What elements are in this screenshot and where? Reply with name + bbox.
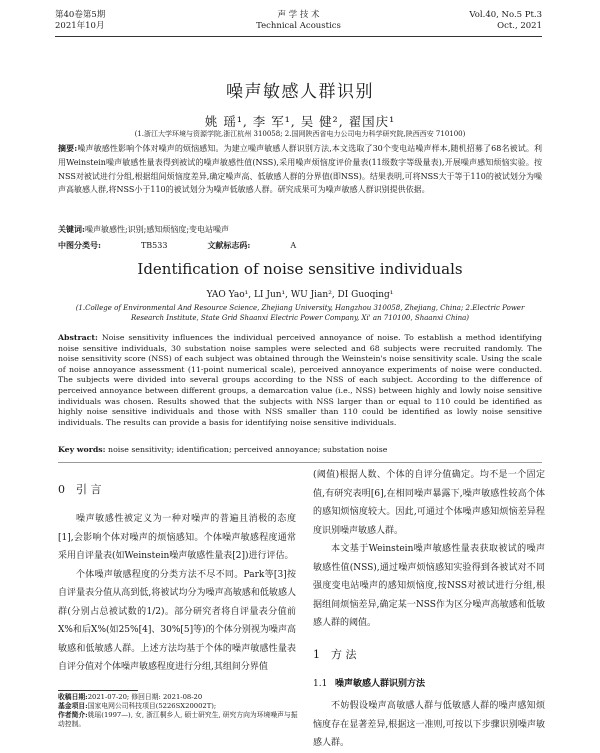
document-code: 文献标志码: A bbox=[207, 240, 297, 250]
header-divider bbox=[55, 36, 542, 37]
abstract-label-en: Abstract: bbox=[58, 333, 98, 342]
right-column bbox=[313, 466, 545, 753]
subsection-heading: 1.1 噪声敏感人群识别方法 bbox=[313, 678, 426, 689]
section-heading-introduction: 0 引 言 bbox=[58, 483, 102, 496]
paragraph: 噪声敏感性被定义为一种对噪声的普遍且消极的态度[1],会影响个体对噪声的烦恼感知。个体噪声敏感程度通常采用自评量表(如Weinstein噪声敏感性量表[2])进行评估。 bbox=[58, 514, 296, 561]
section-heading-methods: 1 方 法 bbox=[313, 647, 357, 661]
footnotes bbox=[58, 693, 298, 729]
footnote-divider bbox=[58, 690, 138, 691]
abstract-divider bbox=[58, 462, 542, 463]
classification-line bbox=[58, 239, 296, 252]
keywords-english bbox=[58, 445, 542, 456]
left-column bbox=[58, 480, 296, 677]
abstract-label-cn: 摘要: bbox=[58, 143, 78, 153]
abstract-text-cn: 噪声敏感性影响个体对噪声的烦恼感知。为建立噪声敏感人群识别方法,本文选取了30个变电站噪声样本,随机招募了68名被试。利用Weinstein噪声敏感性量表得到被试的噪声敏感性值(NSS),采用噪声烦恼度评价量表(11级数字等级量表),开展噪声感知烦恼实验。按NSS对被试进行分组,根据组间烦恼度差异,确定噪声高、低敏感人群的分界值(即NSS)。结果表明,可将NSS大于等于110的被试划分为噪声高敏感人群,将NSS小于110的被试划分为噪声低敏感人群。研究成果可为噪声敏感人群识别提供依据。 bbox=[58, 144, 542, 195]
paragraph: (阈值)根据人数、个体的自评分值确定。均不是一个固定值,有研究表明[6],在相同噪声暴露下,噪声敏感性较高个体的感知烦恼度较大。因此,可通过个体噪声感知烦恼差异程度识别噪声敏感人群。 bbox=[313, 470, 545, 536]
affiliation-chinese: (1.浙江大学环境与资源学院,浙江杭州 310058; 2.国网陕西省电力公司电力科学研究院,陕西西安 710100) bbox=[134, 130, 466, 138]
header-volume-issue: 第40卷第5期 bbox=[55, 10, 106, 20]
keywords-chinese bbox=[58, 223, 542, 236]
header-journal-en: Technical Acoustics bbox=[256, 21, 341, 31]
footnote-received: 收稿日期:2021-07-20; 修回日期: 2021-08-20 bbox=[58, 693, 203, 701]
clc-number: 中图分类号: TB533 bbox=[58, 240, 168, 250]
keywords-label-cn: 关键词: bbox=[58, 224, 85, 234]
authors-chinese: 姚 瑶¹, 李 军¹, 吴 健², 翟国庆¹ bbox=[204, 114, 396, 129]
header-volume-issue-en: Vol.40, No.5 Pt.3 bbox=[469, 10, 542, 20]
affiliation-english: (1.College of Environmental And Resource Science, Zhejiang University, Hangzhou 310058, Zhejiang, China; 2.Electric Power Research Institute, State Grid Shaanxi Electric Power Company, Xi' an 710100, Shaanxi China) bbox=[75, 304, 525, 322]
header-journal-cn: 声 学 技 术 bbox=[277, 10, 320, 20]
authors-english: YAO Yao¹, LI Jun¹, WU Jian², DI Guoqing¹ bbox=[206, 290, 394, 300]
keywords-text-cn: 噪声敏感性;识别;感知烦恼度;变电站噪声 bbox=[84, 225, 230, 234]
footnote-fund: 基金项目:国家电网公司科技项目(5226SX20002T); bbox=[58, 702, 217, 710]
header-date-en: Oct., 2021 bbox=[497, 21, 542, 31]
abstract-chinese bbox=[58, 142, 542, 197]
paragraph: 不妨假设噪声高敏感人群与低敏感人群的噪声感知烦恼度存在显著差异,根据这一准则,可按以下步骤识别噪声敏感人群。 bbox=[313, 701, 545, 748]
abstract-english bbox=[58, 333, 542, 428]
paragraph: 本文基于Weinstein噪声敏感性量表获取被试的噪声敏感性值(NSS),通过噪声烦恼感知实验得到各被试对不同强度变电站噪声的感知烦恼度,按NSS对被试进行分组,根据组间烦恼差异,确定某一NSS作为区分噪声高敏感和低敏感人群的阈值。 bbox=[313, 544, 545, 628]
title-chinese: 噪声敏感人群识别 bbox=[226, 82, 374, 102]
abstract-text-en: Noise sensitivity influences the individual perceived annoyance of noise. To establish a method identifying noise sensitive individuals, 30 substation noise samples were selected and 68 subjects were recruited randomly. The noise sensitivity score (NSS) of each subject was obtained through the Weinstein's noise sensitivity scale. Using the scale of noise annoyance assessment (11-point numerical scale), perceived annoyance experiments of noise were conducted. The subjects were divided into several groups according to the NSS of each subject. According to the difference of perceived annoyance between different groups, a demarcation value (i.e., NSS) between highly and lowly noise sensitive individuals was chosen. Results showed that the subjects with NSS larger than or equal to 110 could be identified as highly noise sensitive individuals and those with NSS smaller than 110 could be identified as lowly noise sensitive individuals. The results can provide a basis for identifying noise sensitive individuals. bbox=[58, 333, 542, 427]
keywords-label-en: Key words: bbox=[58, 445, 106, 454]
title-english: Identification of noise sensitive individuals bbox=[137, 260, 463, 278]
header-date-cn: 2021年10月 bbox=[55, 21, 105, 31]
footnote-author: 作者简介:姚瑶(1997—), 女, 浙江桐乡人, 硕士研究生, 研究方向为环境噪声与振动控制。 bbox=[58, 711, 298, 728]
paragraph: 个体噪声敏感程度的分类方法不尽不同。Park等[3]按自评量表分值从高到低,将被试均分为噪声高敏感和低敏感人群(分别占总被试数的1/2)。部分研究者将自评量表分值前X%和后X%(如25%[4]、30%[5]等)的个体分别视为噪声高敏感和低敏感人群。上述方法均基于个体的噪声敏感性量表自评分值对个体噪声敏感程度进行分组,其组间分界值 bbox=[58, 569, 296, 672]
keywords-text-en: noise sensitivity; identification; perceived annoyance; substation noise bbox=[108, 445, 388, 454]
header-volume-en bbox=[469, 10, 542, 32]
